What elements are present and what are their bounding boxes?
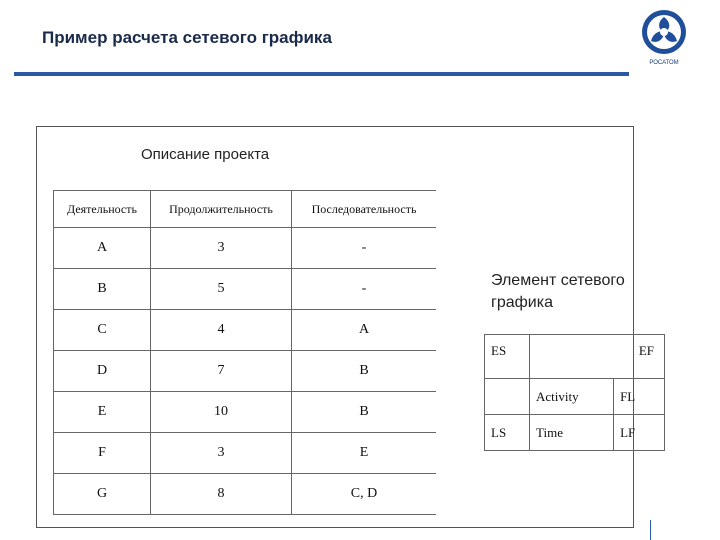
table-cell: A [292, 310, 437, 351]
table-cell: E [54, 392, 151, 433]
caption-line: графика [491, 294, 553, 311]
table-cell: 7 [151, 351, 292, 392]
node-row [485, 415, 665, 451]
table-cell: 3 [151, 228, 292, 269]
node-row [485, 379, 665, 415]
caption-line: Элемент сетевого [491, 272, 625, 289]
node-fl: FL [614, 379, 665, 415]
node-lf: LF [614, 415, 665, 451]
node-row [485, 335, 665, 379]
page-marker [650, 520, 651, 540]
node-ef: EF [530, 335, 665, 379]
project-table [53, 190, 436, 515]
logo-wordmark: РОСАТОМ [649, 60, 679, 66]
table-cell: B [292, 351, 437, 392]
title-underline [14, 72, 629, 76]
column-header: Последовательность [292, 191, 437, 228]
network-element-caption [491, 270, 625, 314]
network-node-diagram [484, 334, 665, 451]
table-cell: C, D [292, 474, 437, 515]
column-header: Деятельность [54, 191, 151, 228]
table-cell: 8 [151, 474, 292, 515]
page-title: Пример расчета сетевого графика [42, 28, 332, 47]
project-caption: Описание проекта [141, 146, 270, 163]
table-cell: - [292, 228, 437, 269]
node-activity: Activity [530, 379, 614, 415]
node-es: ES [485, 335, 530, 379]
column-header: Продолжительность [151, 191, 292, 228]
table-row [54, 310, 437, 351]
table-cell: B [54, 269, 151, 310]
table-row [54, 474, 437, 515]
table-cell: G [54, 474, 151, 515]
table-row [54, 228, 437, 269]
table-header-row [54, 191, 437, 228]
table-cell: F [54, 433, 151, 474]
table-cell: B [292, 392, 437, 433]
table-cell: - [292, 269, 437, 310]
table-cell: 3 [151, 433, 292, 474]
node-empty [485, 379, 530, 415]
table-cell: A [54, 228, 151, 269]
table-cell: C [54, 310, 151, 351]
table-row [54, 269, 437, 310]
table-cell: 10 [151, 392, 292, 433]
table-cell: 5 [151, 269, 292, 310]
node-ls: LS [485, 415, 530, 451]
table-cell: D [54, 351, 151, 392]
table-row [54, 392, 437, 433]
node-time: Time [530, 415, 614, 451]
table-cell: 4 [151, 310, 292, 351]
table-row [54, 433, 437, 474]
table-cell: E [292, 433, 437, 474]
table-row [54, 351, 437, 392]
